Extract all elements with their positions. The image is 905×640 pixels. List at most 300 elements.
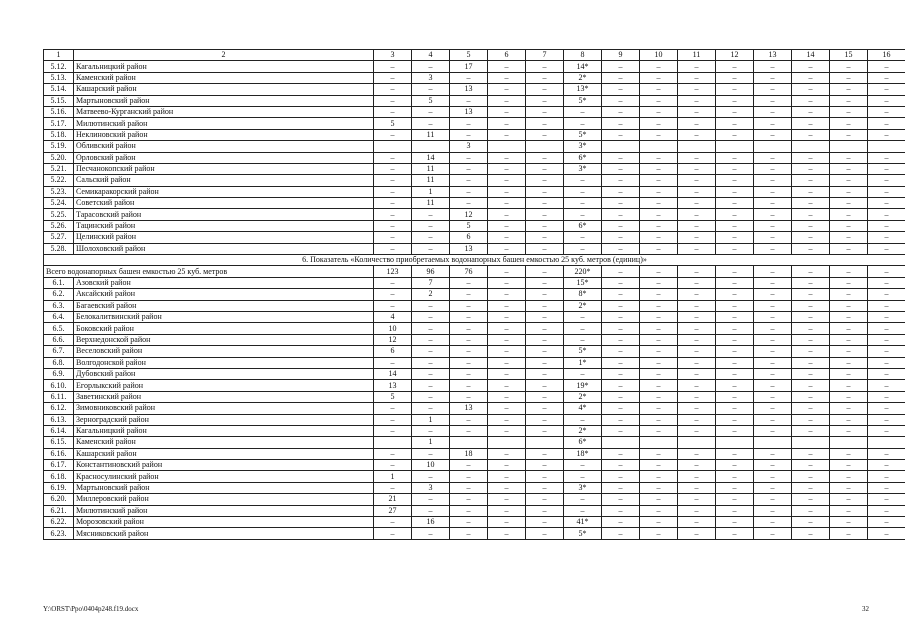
district-name: Каменский район	[74, 72, 374, 83]
header-cell: 1	[44, 50, 74, 61]
value-cell: –	[374, 198, 412, 209]
value-cell: –	[792, 403, 830, 414]
value-cell: –	[754, 528, 792, 539]
value-cell: –	[868, 471, 905, 482]
value-cell: –	[488, 323, 526, 334]
value-cell: –	[792, 380, 830, 391]
value-cell: –	[754, 334, 792, 345]
value-cell: –	[412, 84, 450, 95]
value-cell: –	[830, 334, 868, 345]
value-cell: –	[678, 209, 716, 220]
value-cell: –	[526, 494, 564, 505]
value-cell: –	[640, 129, 678, 140]
value-cell: –	[830, 311, 868, 322]
value-cell: –	[678, 517, 716, 528]
value-cell: –	[526, 232, 564, 243]
value-cell: –	[526, 425, 564, 436]
value-cell: –	[868, 243, 905, 254]
district-name: Кагальницкий район	[74, 61, 374, 72]
value-cell: –	[754, 266, 792, 277]
value-cell: –	[868, 323, 905, 334]
value-cell: –	[374, 300, 412, 311]
value-cell: 2*	[564, 425, 602, 436]
row-number: 6.17.	[44, 460, 74, 471]
value-cell: –	[602, 482, 640, 493]
value-cell: 10	[374, 323, 412, 334]
value-cell: –	[754, 482, 792, 493]
value-cell: –	[754, 380, 792, 391]
value-cell: 3	[412, 482, 450, 493]
value-cell: –	[488, 368, 526, 379]
value-cell: –	[754, 152, 792, 163]
value-cell	[868, 141, 905, 152]
value-cell: –	[602, 243, 640, 254]
value-cell: –	[792, 220, 830, 231]
value-cell: 10	[412, 460, 450, 471]
value-cell: –	[526, 448, 564, 459]
value-cell: –	[678, 118, 716, 129]
value-cell: –	[488, 106, 526, 117]
value-cell: –	[792, 471, 830, 482]
row-number: 5.14.	[44, 84, 74, 95]
value-cell: –	[792, 118, 830, 129]
value-cell	[830, 437, 868, 448]
value-cell: –	[792, 95, 830, 106]
value-cell: –	[792, 528, 830, 539]
value-cell: –	[640, 95, 678, 106]
value-cell: –	[602, 220, 640, 231]
district-name: Заветинский район	[74, 391, 374, 402]
total-label: Всего водонапорных башен емкостью 25 куб. метров	[44, 266, 374, 277]
value-cell: 6*	[564, 437, 602, 448]
value-cell: –	[526, 505, 564, 516]
value-cell: –	[830, 106, 868, 117]
value-cell	[602, 141, 640, 152]
row-number: 5.17.	[44, 118, 74, 129]
value-cell: –	[488, 391, 526, 402]
table-row	[44, 460, 905, 471]
value-cell: –	[678, 334, 716, 345]
value-cell: –	[564, 118, 602, 129]
value-cell: 13	[450, 403, 488, 414]
value-cell: –	[678, 220, 716, 231]
value-cell: –	[488, 517, 526, 528]
value-cell: –	[716, 289, 754, 300]
value-cell: 13	[450, 243, 488, 254]
district-name: Багаевский район	[74, 300, 374, 311]
table-header-row	[44, 50, 905, 61]
value-cell: –	[792, 368, 830, 379]
value-cell: –	[602, 118, 640, 129]
district-name: Советский район	[74, 198, 374, 209]
value-cell: 12	[374, 334, 412, 345]
value-cell: –	[602, 129, 640, 140]
value-cell: –	[830, 391, 868, 402]
value-cell: –	[526, 528, 564, 539]
value-cell: –	[412, 61, 450, 72]
value-cell: –	[792, 357, 830, 368]
value-cell: –	[716, 118, 754, 129]
district-name: Дубовский район	[74, 368, 374, 379]
value-cell: –	[640, 61, 678, 72]
row-number: 5.13.	[44, 72, 74, 83]
value-cell: –	[716, 357, 754, 368]
value-cell: 2	[412, 289, 450, 300]
value-cell: –	[602, 471, 640, 482]
row-number: 5.16.	[44, 106, 74, 117]
value-cell	[450, 437, 488, 448]
value-cell: –	[830, 357, 868, 368]
value-cell: –	[678, 494, 716, 505]
value-cell: –	[412, 505, 450, 516]
value-cell: –	[754, 95, 792, 106]
value-cell: –	[830, 186, 868, 197]
row-number: 6.1.	[44, 277, 74, 288]
value-cell: –	[602, 334, 640, 345]
value-cell: –	[602, 163, 640, 174]
value-cell: –	[526, 346, 564, 357]
value-cell: –	[450, 528, 488, 539]
district-name: Морозовский район	[74, 517, 374, 528]
header-cell: 14	[792, 50, 830, 61]
value-cell: 11	[412, 175, 450, 186]
value-cell: –	[830, 460, 868, 471]
value-cell: 5*	[564, 346, 602, 357]
value-cell: –	[868, 460, 905, 471]
value-cell: –	[716, 209, 754, 220]
district-name: Семикаракорский район	[74, 186, 374, 197]
header-cell: 12	[716, 50, 754, 61]
value-cell: –	[412, 300, 450, 311]
value-cell: –	[412, 334, 450, 345]
value-cell: –	[450, 482, 488, 493]
value-cell: –	[602, 175, 640, 186]
value-cell: –	[678, 471, 716, 482]
value-cell: –	[830, 163, 868, 174]
table-row	[44, 482, 905, 493]
row-number: 5.19.	[44, 141, 74, 152]
value-cell: –	[564, 232, 602, 243]
value-cell: 14	[374, 368, 412, 379]
value-cell: –	[526, 403, 564, 414]
value-cell: –	[830, 152, 868, 163]
row-number: 5.18.	[44, 129, 74, 140]
value-cell: –	[868, 391, 905, 402]
value-cell: –	[754, 209, 792, 220]
value-cell: –	[868, 448, 905, 459]
table-row	[44, 84, 905, 95]
section-row	[44, 255, 905, 266]
value-cell: –	[792, 334, 830, 345]
value-cell: –	[450, 380, 488, 391]
value-cell: –	[868, 277, 905, 288]
header-cell: 10	[640, 50, 678, 61]
value-cell: –	[678, 380, 716, 391]
value-cell: –	[754, 311, 792, 322]
value-cell: –	[412, 380, 450, 391]
value-cell: –	[830, 425, 868, 436]
value-cell: –	[716, 528, 754, 539]
value-cell: –	[640, 311, 678, 322]
value-cell: –	[830, 517, 868, 528]
value-cell: –	[602, 289, 640, 300]
value-cell: –	[602, 528, 640, 539]
value-cell: –	[450, 368, 488, 379]
value-cell: –	[526, 243, 564, 254]
value-cell: –	[374, 277, 412, 288]
value-cell: –	[640, 471, 678, 482]
value-cell: –	[868, 346, 905, 357]
value-cell: –	[564, 106, 602, 117]
value-cell: –	[526, 414, 564, 425]
value-cell	[640, 437, 678, 448]
value-cell: –	[526, 311, 564, 322]
value-cell: –	[678, 72, 716, 83]
district-name: Тарасовский район	[74, 209, 374, 220]
value-cell: –	[602, 494, 640, 505]
value-cell: –	[868, 95, 905, 106]
value-cell: –	[450, 300, 488, 311]
value-cell: –	[412, 118, 450, 129]
value-cell: –	[868, 152, 905, 163]
value-cell: –	[450, 357, 488, 368]
value-cell: –	[678, 61, 716, 72]
value-cell: –	[488, 232, 526, 243]
value-cell: –	[488, 277, 526, 288]
value-cell: –	[792, 175, 830, 186]
table-row	[44, 403, 905, 414]
value-cell: –	[602, 505, 640, 516]
value-cell: –	[412, 448, 450, 459]
value-cell: –	[374, 448, 412, 459]
value-cell: –	[754, 72, 792, 83]
table-row	[44, 129, 905, 140]
table-row	[44, 141, 905, 152]
district-name: Милютинский район	[74, 118, 374, 129]
value-cell: –	[868, 403, 905, 414]
value-cell: –	[564, 323, 602, 334]
value-cell: 5*	[564, 528, 602, 539]
value-cell: –	[488, 528, 526, 539]
value-cell: –	[754, 471, 792, 482]
row-number: 6.20.	[44, 494, 74, 505]
value-cell: –	[792, 323, 830, 334]
value-cell: –	[640, 175, 678, 186]
value-cell: –	[526, 380, 564, 391]
value-cell: –	[640, 403, 678, 414]
value-cell: –	[678, 300, 716, 311]
value-cell: –	[716, 163, 754, 174]
value-cell: –	[678, 277, 716, 288]
value-cell: 7	[412, 277, 450, 288]
value-cell: –	[374, 482, 412, 493]
table-row	[44, 118, 905, 129]
value-cell: –	[754, 494, 792, 505]
district-name: Боковский район	[74, 323, 374, 334]
value-cell: –	[488, 243, 526, 254]
value-cell: –	[868, 300, 905, 311]
value-cell: –	[754, 517, 792, 528]
value-cell	[830, 141, 868, 152]
value-cell: 220*	[564, 266, 602, 277]
value-cell: –	[678, 163, 716, 174]
value-cell: –	[678, 528, 716, 539]
row-number: 5.22.	[44, 175, 74, 186]
value-cell: –	[526, 220, 564, 231]
value-cell: –	[678, 460, 716, 471]
value-cell: 1*	[564, 357, 602, 368]
table-row	[44, 323, 905, 334]
value-cell: –	[564, 209, 602, 220]
value-cell: –	[564, 494, 602, 505]
value-cell: –	[564, 186, 602, 197]
value-cell: –	[640, 517, 678, 528]
value-cell: –	[488, 471, 526, 482]
table-body	[44, 50, 905, 540]
value-cell: –	[564, 368, 602, 379]
value-cell: –	[640, 186, 678, 197]
district-name: Аксайский район	[74, 289, 374, 300]
table-row	[44, 311, 905, 322]
footer-file-path: Y:\ORST\Ppo\0404p248.f19.docx	[43, 605, 139, 613]
value-cell: 76	[450, 266, 488, 277]
value-cell: –	[488, 84, 526, 95]
value-cell: –	[754, 323, 792, 334]
value-cell: –	[640, 448, 678, 459]
value-cell: –	[374, 175, 412, 186]
footer-page-number: 32	[862, 605, 869, 613]
value-cell: –	[716, 346, 754, 357]
value-cell: –	[792, 425, 830, 436]
table-row	[44, 163, 905, 174]
value-cell: –	[754, 357, 792, 368]
value-cell: –	[602, 209, 640, 220]
header-cell: 8	[564, 50, 602, 61]
value-cell: –	[830, 471, 868, 482]
value-cell: –	[830, 220, 868, 231]
value-cell: –	[830, 414, 868, 425]
district-name: Сальский район	[74, 175, 374, 186]
value-cell: 21	[374, 494, 412, 505]
value-cell: –	[374, 95, 412, 106]
value-cell: –	[640, 380, 678, 391]
value-cell: 17	[450, 61, 488, 72]
value-cell: –	[868, 357, 905, 368]
row-number: 5.27.	[44, 232, 74, 243]
header-cell: 7	[526, 50, 564, 61]
value-cell: –	[564, 175, 602, 186]
value-cell: –	[374, 163, 412, 174]
value-cell: –	[830, 243, 868, 254]
value-cell: –	[830, 323, 868, 334]
row-number: 6.7.	[44, 346, 74, 357]
value-cell: –	[830, 118, 868, 129]
value-cell: 1	[374, 471, 412, 482]
value-cell: –	[678, 357, 716, 368]
value-cell	[526, 437, 564, 448]
value-cell: 8*	[564, 289, 602, 300]
value-cell: –	[374, 129, 412, 140]
section-title: 6. Показатель «Количество приобретаемых водонапорных башен емкостью 25 куб. метров (единиц)»	[44, 255, 905, 266]
row-number: 6.21.	[44, 505, 74, 516]
value-cell: –	[450, 517, 488, 528]
value-cell: –	[488, 448, 526, 459]
value-cell: –	[792, 61, 830, 72]
value-cell: –	[526, 84, 564, 95]
value-cell: –	[716, 505, 754, 516]
row-number: 6.15.	[44, 437, 74, 448]
value-cell: –	[640, 482, 678, 493]
value-cell: –	[602, 232, 640, 243]
value-cell: –	[450, 391, 488, 402]
row-number: 6.8.	[44, 357, 74, 368]
value-cell: –	[602, 425, 640, 436]
value-cell: –	[868, 163, 905, 174]
value-cell: –	[564, 198, 602, 209]
value-cell: –	[640, 528, 678, 539]
value-cell: –	[792, 72, 830, 83]
value-cell: 1	[412, 186, 450, 197]
value-cell: –	[830, 482, 868, 493]
table-row	[44, 391, 905, 402]
value-cell: –	[488, 414, 526, 425]
value-cell	[678, 141, 716, 152]
value-cell: –	[716, 277, 754, 288]
header-cell: 2	[74, 50, 374, 61]
value-cell: –	[526, 175, 564, 186]
table-row	[44, 209, 905, 220]
table-row	[44, 243, 905, 254]
value-cell	[374, 437, 412, 448]
value-cell: –	[450, 414, 488, 425]
value-cell: –	[868, 61, 905, 72]
value-cell: 13	[450, 106, 488, 117]
value-cell: –	[602, 403, 640, 414]
value-cell: –	[526, 357, 564, 368]
value-cell: –	[754, 243, 792, 254]
district-name: Неклиновский район	[74, 129, 374, 140]
value-cell: –	[716, 482, 754, 493]
value-cell: 3*	[564, 163, 602, 174]
value-cell: –	[716, 425, 754, 436]
value-cell: –	[450, 494, 488, 505]
value-cell: –	[640, 414, 678, 425]
value-cell: –	[488, 163, 526, 174]
value-cell: –	[716, 152, 754, 163]
value-cell: –	[716, 311, 754, 322]
value-cell: –	[868, 368, 905, 379]
value-cell: –	[564, 334, 602, 345]
value-cell: 18	[450, 448, 488, 459]
value-cell: –	[374, 209, 412, 220]
value-cell: –	[640, 106, 678, 117]
value-cell	[374, 141, 412, 152]
value-cell: –	[526, 118, 564, 129]
district-name: Кагальницкий район	[74, 425, 374, 436]
value-cell: –	[754, 163, 792, 174]
table-row	[44, 425, 905, 436]
value-cell: –	[678, 311, 716, 322]
value-cell: –	[792, 391, 830, 402]
value-cell: –	[640, 323, 678, 334]
value-cell: 5	[374, 391, 412, 402]
district-name: Зимовниковский район	[74, 403, 374, 414]
value-cell: –	[868, 186, 905, 197]
district-name: Константиновский район	[74, 460, 374, 471]
value-cell: –	[412, 243, 450, 254]
value-cell: –	[754, 505, 792, 516]
table-row	[44, 106, 905, 117]
